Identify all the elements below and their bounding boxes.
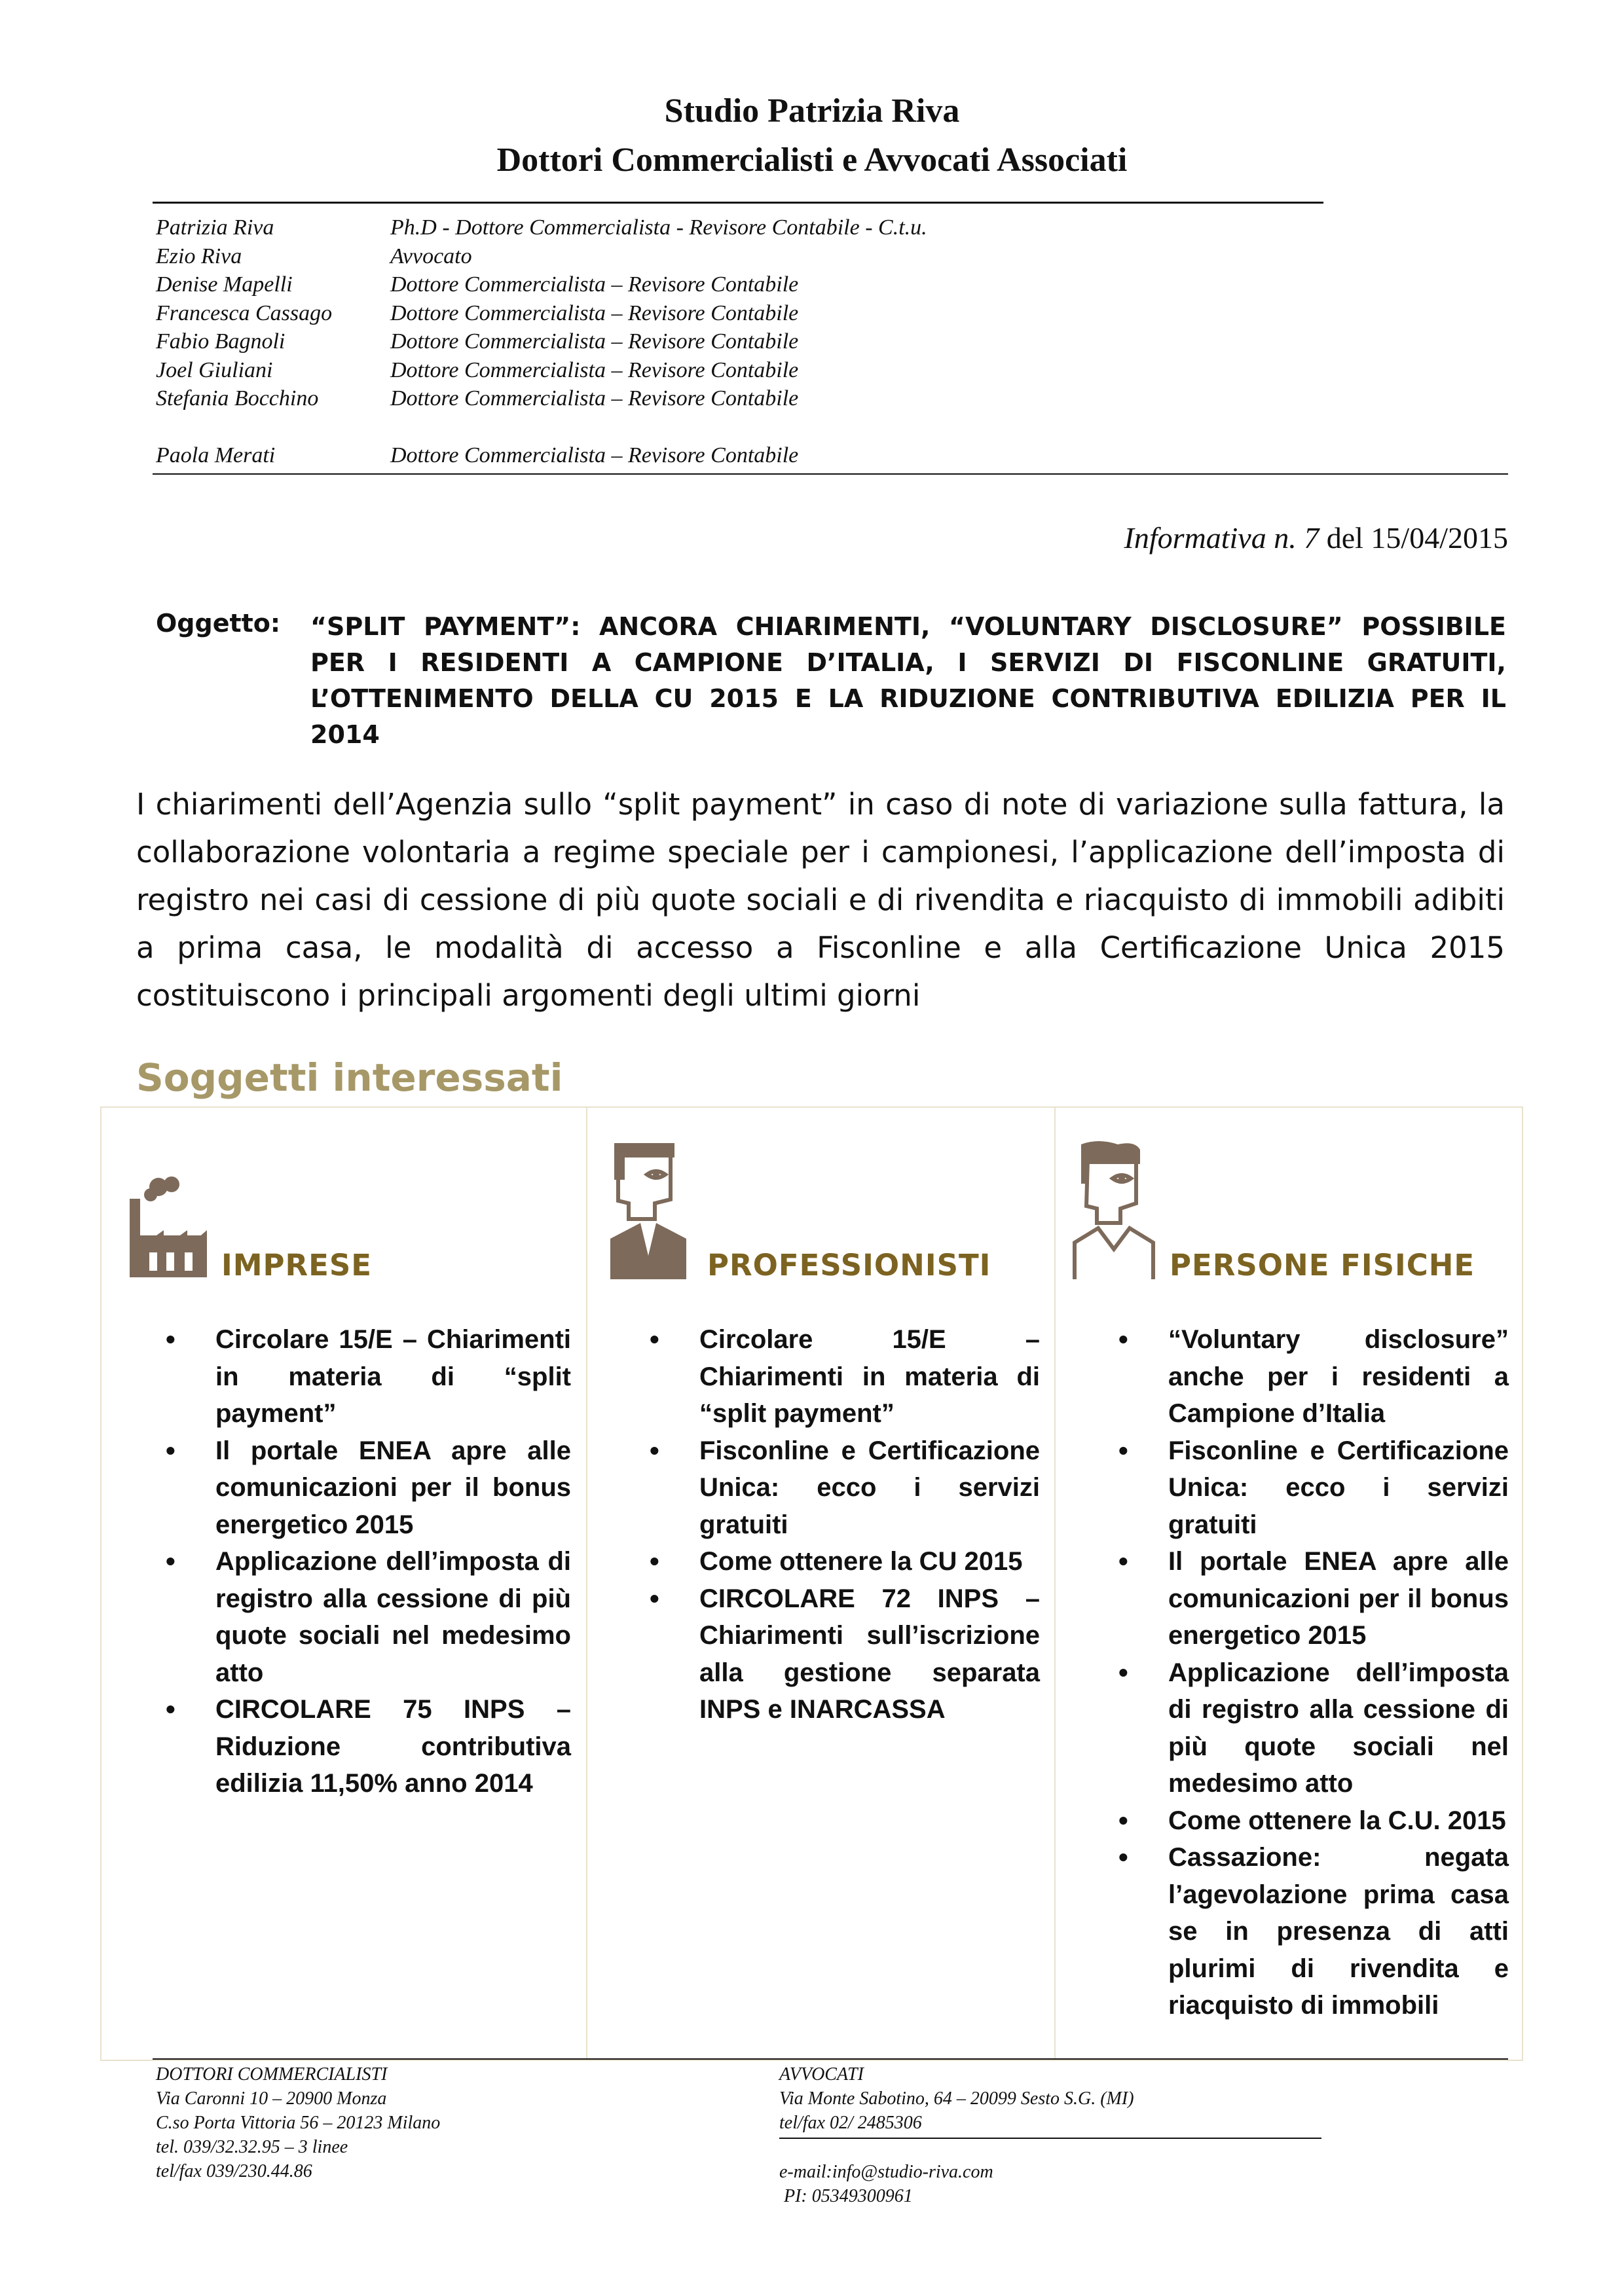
- member-name: Ezio Riva: [156, 244, 242, 268]
- oggetto-text: “SPLIT PAYMENT”: ANCORA CHIARIMENTI, “VOLUNTARY DISCLOSURE” POSSIBILE PER I RESIDENTI A CAMPIONE D’ITALIA, I SERVIZI DI FISCONLINE GRATUITI, L’OTTENIMENTO DELLA CU 2015 E LA RIDUZIONE CONTRIBUTIVA EDILIZIA PER IL 2014: [310, 612, 1506, 749]
- list-item: • Applicazione dell’imposta di registro alla cessione di più quote sociali nel medesimo atto: [1168, 1654, 1509, 1802]
- member-name: Denise Mapelli: [156, 272, 293, 297]
- footer-divider: [153, 2058, 1508, 2060]
- member-name: Patrizia Riva: [156, 215, 274, 240]
- footer-line: DOTTORI COMMERCIALISTI: [156, 2064, 388, 2085]
- column-divider: [586, 1106, 587, 2061]
- column-title-professionisti: PROFESSIONISTI: [707, 1248, 991, 1283]
- member-name: Francesca Cassago: [156, 301, 333, 325]
- member-name: Stefania Bocchino: [156, 386, 319, 410]
- list-item: • Applicazione dell’imposta di registro alla cessione di più quote sociali nel medesimo atto: [215, 1543, 571, 1691]
- member-role: Dottore Commercialista – Revisore Contabile: [390, 443, 799, 467]
- footer-right-divider: [779, 2138, 1321, 2139]
- member-row: [156, 384, 927, 413]
- person-icon: [1072, 1140, 1157, 1279]
- list-item: • Fisconline e Certificazione Unica: ecco i servizi gratuiti: [699, 1432, 1040, 1544]
- footer-line: Via Monte Sabotino, 64 – 20099 Sesto S.G. (MI): [779, 2088, 1134, 2109]
- footer-line: Via Caronni 10 – 20900 Monza: [156, 2088, 387, 2109]
- members-divider: [153, 473, 1508, 475]
- list-item: • Il portale ENEA apre alle comunicazioni per il bonus energetico 2015: [1168, 1543, 1509, 1654]
- footer-line: tel/fax 02/ 2485306: [779, 2113, 922, 2133]
- member-role: Avvocato: [390, 244, 472, 268]
- header-divider: [153, 202, 1323, 204]
- member-row: [156, 356, 927, 385]
- list-item: • Circolare 15/E – Chiarimenti in materia di “split payment”: [699, 1321, 1040, 1432]
- member-role: Ph.D - Dottore Commercialista - Revisore Contabile - C.t.u.: [390, 215, 927, 240]
- member-role: Dottore Commercialista – Revisore Contabile: [390, 386, 799, 410]
- member-row: [156, 242, 927, 271]
- list-item: • “Voluntary disclosure” anche per i residenti a Campione d’Italia: [1168, 1321, 1509, 1432]
- member-role: Dottore Commercialista – Revisore Contabile: [390, 301, 799, 325]
- informativa-number: Informativa n. 7: [1124, 521, 1320, 555]
- footer-line: tel. 039/32.32.95 – 3 linee: [156, 2137, 348, 2157]
- footer-email[interactable]: e-mail:info@studio-riva.com: [779, 2162, 993, 2182]
- list-item: • CIRCOLARE 75 INPS – Riduzione contributiva edilizia 11,50% anno 2014: [215, 1691, 571, 1802]
- footer-piva: PI: 05349300961: [779, 2186, 913, 2206]
- footer-commercialisti: [156, 2062, 440, 2183]
- persone-fisiche-list: [1168, 1321, 1509, 2024]
- list-item: • Circolare 15/E – Chiarimenti in materia di “split payment”: [215, 1321, 571, 1432]
- soggetti-heading: Soggetti interessati: [136, 1055, 563, 1100]
- member-row: [156, 441, 927, 470]
- column-divider: [1054, 1106, 1056, 2061]
- member-role: Dottore Commercialista – Revisore Contabile: [390, 357, 799, 382]
- informativa-date: del 15/04/2015: [1326, 521, 1508, 555]
- member-name: Joel Giuliani: [156, 357, 273, 382]
- professionisti-list: [699, 1321, 1040, 1728]
- businessman-icon: [609, 1140, 694, 1279]
- member-role: Dottore Commercialista – Revisore Contabile: [390, 272, 799, 297]
- list-item: • Come ottenere la C.U. 2015: [1168, 1802, 1509, 1840]
- member-row: [156, 327, 927, 356]
- column-title-imprese: IMPRESE: [221, 1248, 373, 1283]
- list-item: • CIRCOLARE 72 INPS – Chiarimenti sull’iscrizione alla gestione separata INPS e INARCASSA: [699, 1580, 1040, 1728]
- studio-subtitle: Dottori Commercialisti e Avvocati Associati: [496, 141, 1128, 179]
- member-name: Paola Merati: [156, 443, 276, 467]
- member-row: [156, 270, 927, 299]
- footer-avvocati: [779, 2062, 1134, 2135]
- column-title-persone-fisiche: PERSONE FISICHE: [1170, 1248, 1475, 1283]
- list-item: • Come ottenere la CU 2015: [699, 1543, 1040, 1580]
- oggetto-label: Oggetto:: [156, 609, 281, 638]
- list-item: • Il portale ENEA apre alle comunicazioni per il bonus energetico 2015: [215, 1432, 571, 1544]
- members-list: [156, 213, 927, 470]
- list-item: • Cassazione: negata l’agevolazione prima casa se in presenza di atti plurimi di rivendita e riacquisto di immobili: [1168, 1839, 1509, 2024]
- factory-icon: [124, 1175, 210, 1280]
- member-row: [156, 299, 927, 328]
- studio-name: Studio Patrizia Riva: [664, 92, 960, 130]
- member-row: [156, 213, 927, 242]
- footer-line: tel/fax 039/230.44.86: [156, 2161, 312, 2181]
- footer-line: AVVOCATI: [779, 2064, 864, 2085]
- member-name: Fabio Bagnoli: [156, 329, 286, 354]
- list-item: • Fisconline e Certificazione Unica: ecco i servizi gratuiti: [1168, 1432, 1509, 1544]
- member-role: Dottore Commercialista – Revisore Contabile: [390, 329, 799, 354]
- imprese-list: [215, 1321, 571, 1802]
- intro-paragraph: I chiarimenti dell’Agenzia sullo “split payment” in caso di note di variazione sulla fattura, la collaborazione volontaria a regime speciale per i campionesi, l’applicazione dell’imposta di registro nei casi di cessione di più quote sociali e di rivendita e riacquisto di immobili adibiti a prima casa, le modalità di accesso a Fisconline e alla Certificazione Unica 2015 costituiscono i principali argomenti degli ultimi giorni: [136, 787, 1505, 1013]
- footer-line: C.so Porta Vittoria 56 – 20123 Milano: [156, 2113, 441, 2133]
- informativa-line: [1124, 520, 1508, 555]
